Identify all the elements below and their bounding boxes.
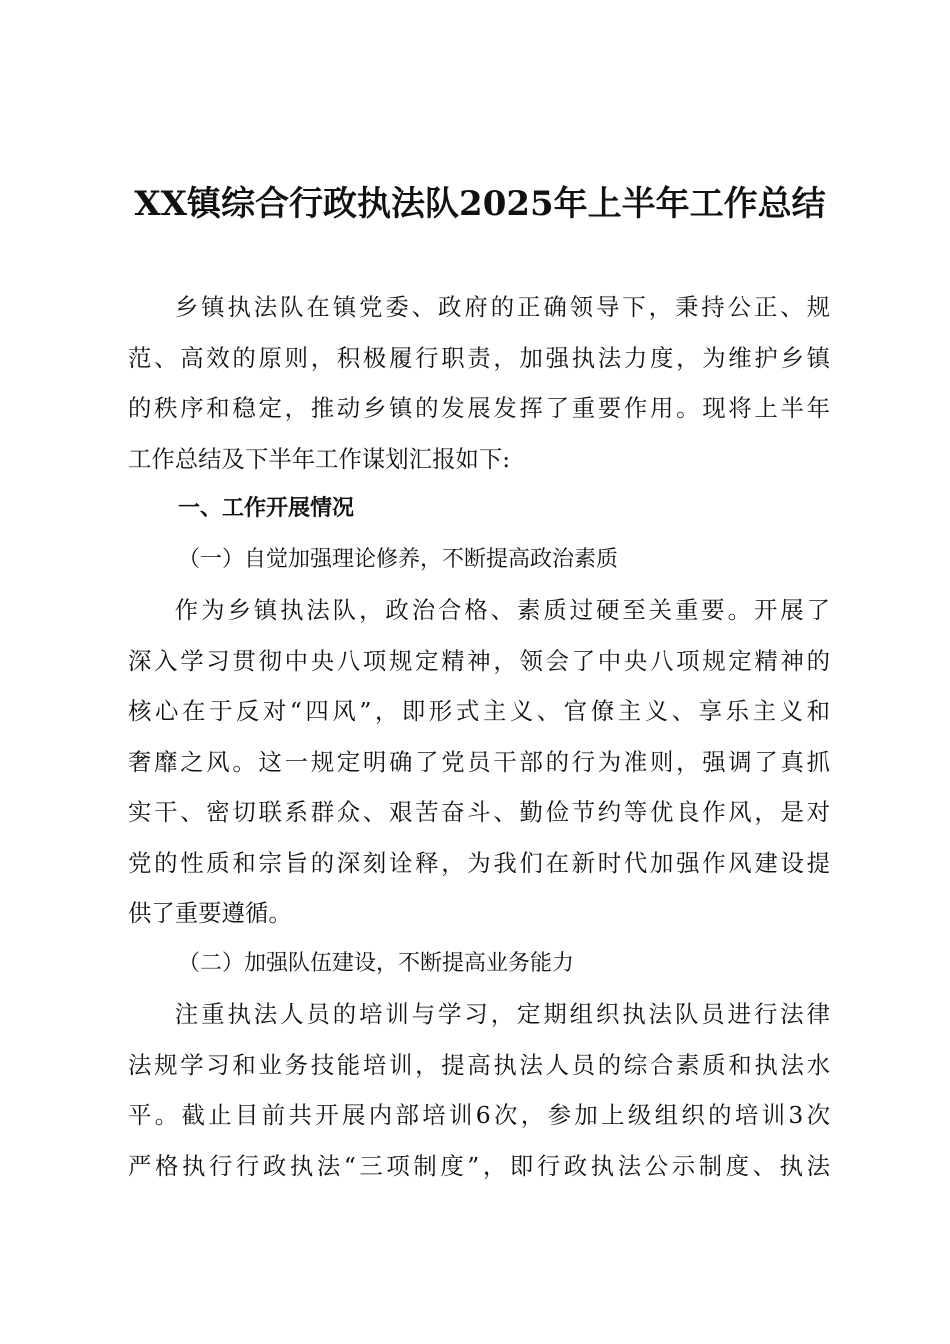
paragraph-line: 核心在于反对“四风”，即形式主义、官僚主义、享乐主义和: [128, 697, 830, 725]
subsection-paragraph: [128, 989, 830, 1191]
paragraph-line: 奢靡之风。这一规定明确了党员干部的行为准则，强调了真抓: [128, 747, 830, 776]
paragraph-line: 供了重要遵循。: [128, 899, 292, 927]
paragraph-line: 严格执行行政执法“三项制度”，即行政执法公示制度、执法: [128, 1151, 830, 1180]
section-heading: 一、工作开展情况: [178, 496, 355, 521]
paragraph-line: 实干、密切联系群众、艰苦奋斗、勤俭节约等优良作风，是对: [128, 798, 830, 826]
subsection-heading: （一）自觉加强理论修养，不断提高政治素质: [178, 546, 619, 572]
paragraph-line: 深入学习贯彻中央八项规定精神，领会了中央八项规定精神的: [128, 646, 830, 675]
intro-line: 的秩序和稳定，推动乡镇的发展发挥了重要作用。现将上半年: [128, 394, 830, 422]
subsection-paragraph: [128, 585, 830, 939]
intro-paragraph: [128, 282, 830, 484]
paragraph-line: 平。截止目前共开展内部培训6次，参加上级组织的培训3次: [128, 1101, 830, 1129]
document-title: XX镇综合行政执法队2025年上半年工作总结: [134, 184, 826, 224]
subsection-heading: （二）加强队伍建设，不断提高业务能力: [178, 950, 575, 976]
intro-line: 工作总结及下半年工作谋划汇报如下:: [128, 444, 511, 473]
intro-line: 范、高效的原则，积极履行职责，加强执法力度，为维护乡镇: [128, 343, 830, 372]
intro-line: 乡镇执法队在镇党委、政府的正确领导下，秉持公正、规: [174, 293, 830, 321]
document-body: [128, 282, 830, 1191]
paragraph-line: 注重执法人员的培训与学习，定期组织执法队员进行法律: [174, 1000, 830, 1028]
paragraph-line: 党的性质和宗旨的深刻诠释，为我们在新时代加强作风建设提: [128, 848, 830, 877]
paragraph-line: 作为乡镇执法队，政治合格、素质过硬至关重要。开展了: [174, 596, 830, 624]
paragraph-line: 法规学习和业务技能培训，提高执法人员的综合素质和执法水: [128, 1050, 830, 1079]
